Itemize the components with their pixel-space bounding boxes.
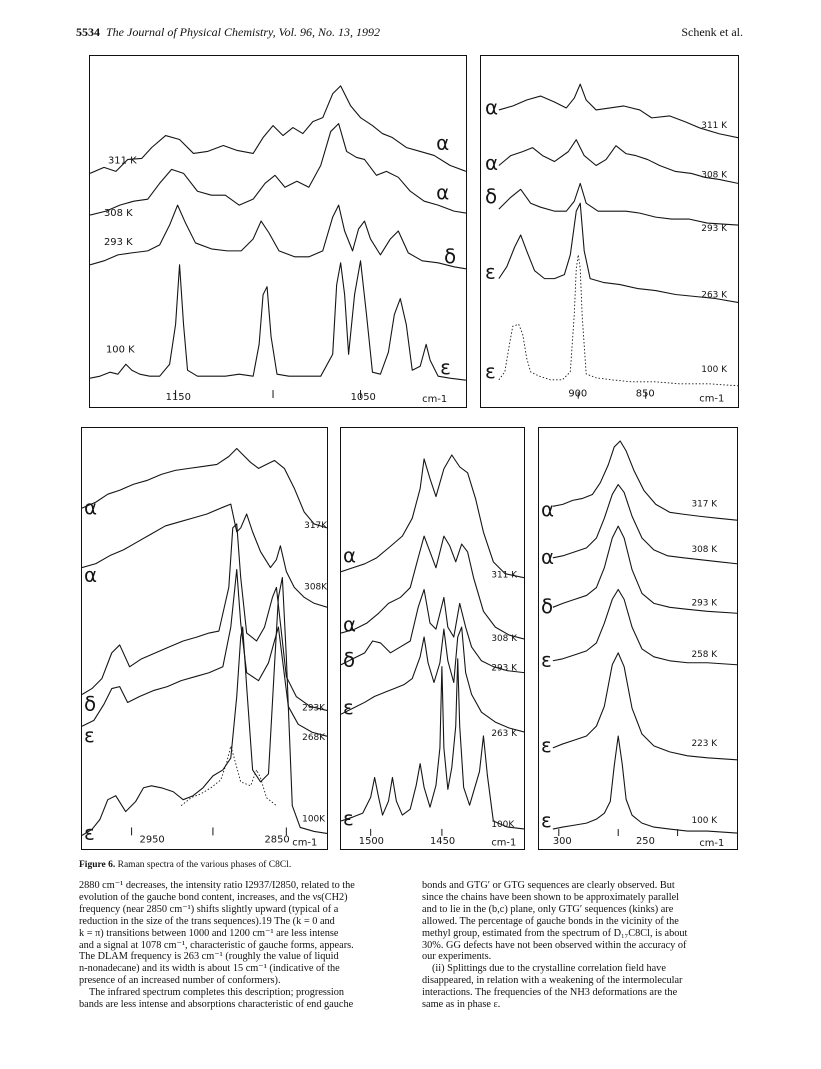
trace-308K — [90, 124, 466, 215]
text-line: 2880 cm⁻¹ decreases, the intensity ratio I2937/I2850, related to the — [79, 880, 355, 891]
text-line: n-nonadecane) and its width is about 15 cm⁻¹ (indicative of the — [79, 963, 340, 975]
text-line: methyl group, estimated from the spectrum of D₁₇C8Cl, is about — [422, 927, 688, 939]
x-tick-label: 1050 — [350, 392, 376, 404]
trace-100K — [341, 659, 524, 829]
x-tick-label: 300 — [552, 835, 572, 847]
temperature-label: 308 K — [691, 544, 718, 555]
spectrum-panel-b — [480, 55, 739, 408]
unit-label: cm-1 — [699, 837, 725, 849]
text-line: The infrared spectrum completes this description; progression — [89, 987, 345, 999]
phase-label: α — [484, 151, 499, 175]
body-column-left — [79, 880, 404, 1011]
running-head — [76, 25, 380, 40]
spectrum-panel-e — [538, 427, 738, 850]
x-tick-label: 2950 — [139, 834, 165, 846]
temperature-label: 293 K — [103, 236, 133, 248]
text-line: bonds and GTG′ or GTG sequences are clearly observed. But — [422, 880, 675, 891]
phase-label: ε — [342, 696, 354, 720]
temperature-label: 100K — [302, 814, 326, 825]
phase-label: ε — [83, 724, 95, 748]
unit-label: cm-1 — [491, 837, 517, 849]
text-line: presence of an increased number of conformers). — [79, 975, 281, 987]
trace-293K — [341, 590, 524, 673]
unit-label: cm-1 — [292, 837, 318, 849]
phase-label: α — [342, 613, 357, 637]
temperature-label: 293 K — [701, 224, 728, 235]
phase-label: δ — [540, 595, 554, 619]
temperature-label: 263 K — [701, 290, 728, 301]
text-line: reduction in the size of the trans sequences).19 The (k = 0 and — [79, 915, 335, 927]
text-line: allowed. The percentage of gauche bonds in the vicinity of the — [422, 915, 679, 927]
authors: Schenk et al. — [681, 25, 743, 39]
trace-308K — [341, 536, 524, 639]
figure-caption — [79, 860, 291, 870]
x-tick-label: 900 — [568, 388, 588, 400]
trace-268K — [82, 570, 327, 737]
temperature-label: 268K — [302, 733, 326, 744]
phase-label: ε — [540, 648, 552, 672]
x-tick-label: 2850 — [264, 834, 290, 846]
phase-label: α — [436, 181, 450, 205]
x-tick-label: 250 — [636, 835, 655, 847]
temperature-label: 308K — [304, 582, 327, 593]
phase-label: ε — [540, 733, 552, 757]
text-line: evolution of the gauche bond content, increases, and the νs(CH2) — [79, 891, 348, 903]
temperature-label: 308 K — [491, 633, 517, 644]
spectrum-panel-d — [340, 427, 525, 850]
journal-citation: The Journal of Physical Chemistry, Vol. 96, No. 13, 1992 — [106, 25, 380, 39]
temperature-label: 308 K — [103, 208, 133, 220]
text-line: k = π) transitions between 1000 and 1200 cm⁻¹ are less intense — [79, 927, 339, 939]
phase-label: α — [83, 563, 98, 587]
text-line: 30%. GG defects have not been observed within the accuracy of — [422, 939, 687, 951]
trace-293K — [499, 183, 738, 225]
trace-308K — [82, 504, 327, 607]
phase-label: δ — [342, 648, 356, 672]
trace-293K — [90, 205, 466, 269]
unit-label: cm-1 — [699, 393, 725, 405]
temperature-label: 100K — [491, 819, 515, 830]
temperature-label: 311 K — [701, 120, 728, 131]
phase-label: ε — [83, 821, 95, 845]
phase-label: ε — [342, 806, 354, 830]
page-number: 5534 — [76, 25, 100, 39]
text-line: and to lie in the (b,c) plane, only GTG′ sequences (kinks) are — [422, 903, 674, 915]
temperature-label: 258 K — [691, 649, 718, 660]
temperature-label: 293K — [302, 703, 326, 714]
text-line: interactions. The frequencies of the NH3 deformations are the — [422, 987, 678, 999]
temperature-label: 308 K — [701, 170, 728, 181]
phase-label: α — [436, 131, 450, 155]
text-line: and a signal at 1078 cm⁻¹, characteristic of gauche forms, appears. — [79, 939, 354, 951]
text-line: bands are less intense and absorptions characteristic of end gauche — [79, 999, 354, 1011]
temperature-label: 293 K — [491, 663, 517, 674]
trace-263K — [499, 203, 738, 302]
temperature-label: 317K — [304, 520, 327, 531]
phase-label: δ — [484, 185, 498, 209]
temperature-label: 100 K — [105, 344, 135, 356]
phase-label: α — [342, 543, 357, 567]
phase-label: α — [540, 498, 555, 522]
phase-label: α — [484, 95, 499, 119]
temperature-label: 100 K — [691, 816, 718, 827]
phase-label: α — [83, 496, 98, 520]
spectrum-panel-c — [81, 427, 328, 850]
phase-label: α — [540, 545, 555, 569]
trace-100K — [82, 577, 327, 835]
x-tick-label: 1150 — [165, 392, 191, 404]
trace-317K — [82, 449, 327, 528]
text-line: (ii) Splittings due to the crystalline correlation field have — [432, 963, 666, 975]
figure-caption-label: Figure 6. — [79, 860, 116, 870]
trace-311K — [90, 86, 466, 174]
temperature-label: 100 K — [701, 364, 728, 375]
text-line: our experiments. — [422, 951, 492, 963]
temperature-label: 311 K — [107, 155, 137, 167]
temperature-label: 263 K — [491, 728, 517, 739]
unit-label: cm-1 — [422, 394, 448, 406]
trace-100K — [90, 261, 466, 380]
body-column-right — [422, 880, 747, 1011]
x-tick-label: 1450 — [430, 835, 456, 847]
temperature-label: 293 K — [691, 598, 718, 609]
phase-label: ε — [484, 260, 496, 284]
text-line: frequency (near 2850 cm⁻¹) shifts slightly upward (typical of a — [79, 903, 339, 915]
x-tick-label: 850 — [635, 388, 655, 400]
text-line: since the chains have been shown to be approximately parallel — [422, 891, 680, 903]
temperature-label: 311 K — [491, 570, 517, 581]
temperature-label: 317 K — [691, 499, 718, 510]
phase-label: δ — [83, 692, 97, 716]
page-header — [76, 25, 743, 41]
trace-100K-dotted — [181, 746, 276, 806]
x-tick-label: 1500 — [358, 835, 384, 847]
phase-label: δ — [444, 244, 457, 268]
phase-label: ε — [540, 809, 552, 833]
text-line: disappeared, in relation with a weakening of the intermolecular — [422, 975, 683, 987]
spectrum-panel-a — [89, 55, 467, 408]
phase-label: ε — [484, 359, 496, 383]
text-line: The DLAM frequency is 263 cm⁻¹ (roughly the value of liquid — [79, 951, 339, 963]
temperature-label: 223 K — [691, 738, 718, 749]
figure-caption-text: Raman spectra of the various phases of C8Cl. — [117, 860, 292, 870]
text-line: same as in phase ε. — [422, 999, 501, 1011]
phase-label: ε — [440, 356, 451, 380]
